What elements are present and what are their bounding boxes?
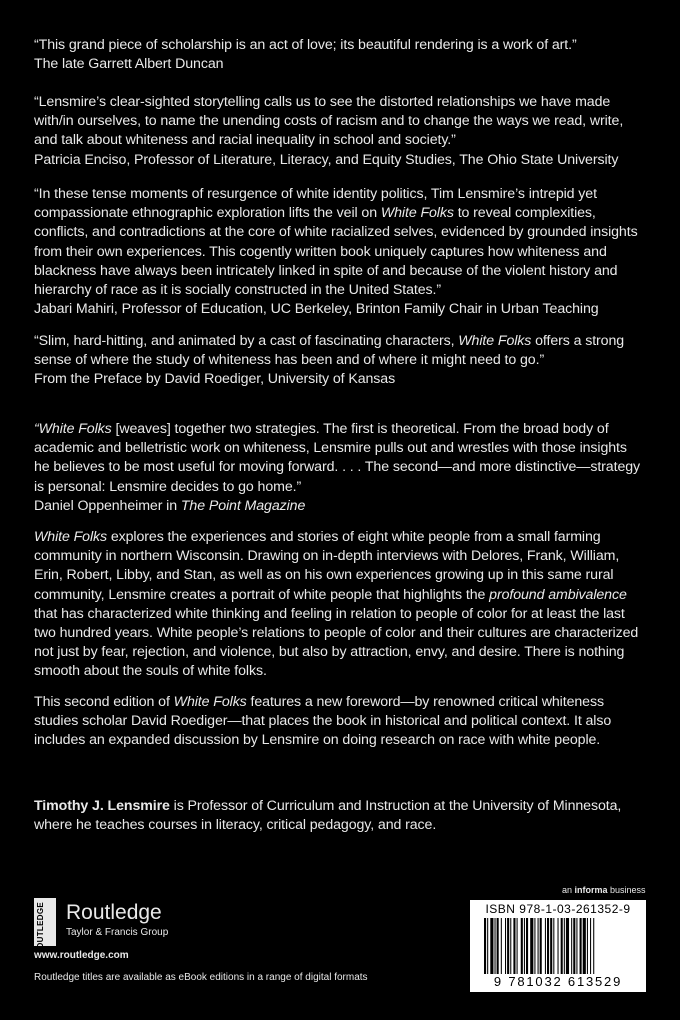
barcode-bar	[566, 918, 569, 974]
quote-attribution: Jabari Mahiri, Professor of Education, UC Berkeley, Brinton Family Chair in Urban Teaching	[34, 301, 599, 318]
barcode-bar	[487, 918, 488, 974]
barcode-bar	[501, 918, 502, 974]
barcode-bar	[484, 918, 486, 974]
ebook-note: Routledge titles are available as eBook editions in a range of digital formats	[34, 972, 368, 983]
barcode-bar	[580, 918, 582, 974]
routledge-logo	[34, 898, 274, 955]
barcode-bar	[490, 918, 493, 974]
quote-text: “This grand piece of scholarship is an act of love; its beautiful rendering is a work of art.”	[34, 37, 577, 53]
second-edition-note	[34, 693, 649, 751]
barcode-bar	[510, 918, 511, 974]
publisher-name: Routledge	[66, 901, 162, 924]
barcode-bar	[526, 918, 528, 974]
barcode-bar	[521, 918, 523, 974]
barcode-bar	[534, 918, 535, 974]
barcode-bar	[547, 918, 549, 974]
barcode-bar	[524, 918, 525, 974]
author-bio	[34, 797, 649, 835]
barcode-bar	[550, 918, 552, 974]
barcode-bar	[540, 918, 542, 974]
publisher-website: www.routledge.com	[34, 950, 129, 961]
barcode-bar	[571, 918, 572, 974]
barcode-bars	[484, 918, 632, 974]
barcode	[470, 900, 646, 992]
quote-2	[34, 93, 646, 170]
barcode-bar	[495, 918, 496, 974]
quote-attribution: From the Preface by David Roediger, University of Kansas	[34, 371, 396, 388]
quote-text: “White Folks [weaves] together two strategies. The first is theoretical. From the broad body of academic and belletristic work on whiteness, Lensmire pulls out and wrestles with those insights he believes to be most useful for moving forward. . . . The second—and more distinctive—strategy is personal: Lensmire decides to go home.”	[34, 421, 641, 495]
author-bio-text: Timothy J. Lensmire is Professor of Curriculum and Instruction at the University of Minnesota, where he teaches courses in literacy, critical pedagogy, and race.	[34, 798, 622, 834]
quote-attribution: Daniel Oppenheimer in The Point Magazine	[34, 497, 306, 514]
informa-tagline: an informa business	[562, 885, 646, 895]
author-name: Timothy J. Lensmire	[34, 798, 170, 814]
barcode-bar	[576, 918, 577, 974]
description-paragraph: This second edition of White Folks features a new foreword—by renowned critical whiteness studies scholar David Roediger—that places the book in historical and political context. It also includes an expanded discussion by Lensmire on doing research on race with white people.	[34, 694, 612, 749]
quote-attribution: The late Garrett Albert Duncan	[34, 56, 224, 73]
barcode-bar	[573, 918, 575, 974]
book-description	[34, 528, 649, 682]
barcode-bar	[561, 918, 563, 974]
barcode-bar	[545, 918, 546, 974]
quote-5	[34, 420, 646, 516]
quote-4	[34, 332, 646, 390]
quote-1	[34, 36, 646, 74]
quote-attribution: Patricia Enciso, Professor of Literature, Literacy, and Equity Studies, The Ohio State University	[34, 151, 619, 168]
routledge-mark: ROUTLEDGE	[34, 898, 56, 946]
barcode-bar	[505, 918, 506, 974]
publisher-subtitle: Taylor & Francis Group	[66, 927, 169, 938]
description-paragraph: White Folks explores the experiences and stories of eight white people from a small farming community in northern Wisconsin. Drawing on in-depth interviews with Delores, Frank, William, Erin, Robert, Libby, and Stan, as well as on his own experiences growing up in this same rural community, Lensmire creates a portrait of white people that highlights the profound ambivalence that has characterized white thinking and feeling in relation to people of color for at least the last two hundred years. White people’s relations to people of color and their cultures are characterized not just by fear, rejection, and violence, but also by attraction, envy, and desire. There is nothing smooth about the souls of white folks.	[34, 529, 639, 680]
quote-text: “Lensmire’s clear-sighted storytelling calls us to see the distorted relationships we have made with/in ourselves, to name the unending costs of racism and to change the ways we read, write, and talk about whiteness and racial inequality in school and society.”	[34, 94, 624, 149]
barcode-bar	[564, 918, 565, 974]
quote-text: “In these tense moments of resurgence of white identity politics, Tim Lensmire’s intrepid yet compassionate ethnographic exploration lifts the veil on White Folks to reveal complexities, conflicts, and contradictions at the core of white racialized selves, evidenced by grounded insights from their own experiences. This cogently written book uniquely captures how whiteness and blackness have always been intricately linked in spite of and because of the violent history and hierarchy of race as it is socially constructed in the United States.”	[34, 186, 638, 299]
barcode-bar	[593, 918, 594, 974]
barcode-bar	[517, 918, 518, 974]
barcode-bar	[583, 918, 586, 974]
quote-3	[34, 185, 646, 319]
quote-text: “Slim, hard-hitting, and animated by a cast of fascinating characters, White Folks offers a strong sense of where the study of whiteness has been and of where it might need to go.”	[34, 333, 625, 369]
barcode-bar	[530, 918, 533, 974]
barcode-digits: 9 781032 613529	[493, 974, 623, 989]
barcode-bar	[497, 918, 499, 974]
barcode-bar	[553, 918, 554, 974]
barcode-bar	[558, 918, 559, 974]
barcode-bar	[538, 918, 539, 974]
barcode-bar	[587, 918, 588, 974]
barcode-bar	[513, 918, 515, 974]
barcode-bar	[590, 918, 591, 974]
barcode-bar	[507, 918, 509, 974]
isbn-label: ISBN 978-1-03-261352-9	[485, 902, 631, 916]
